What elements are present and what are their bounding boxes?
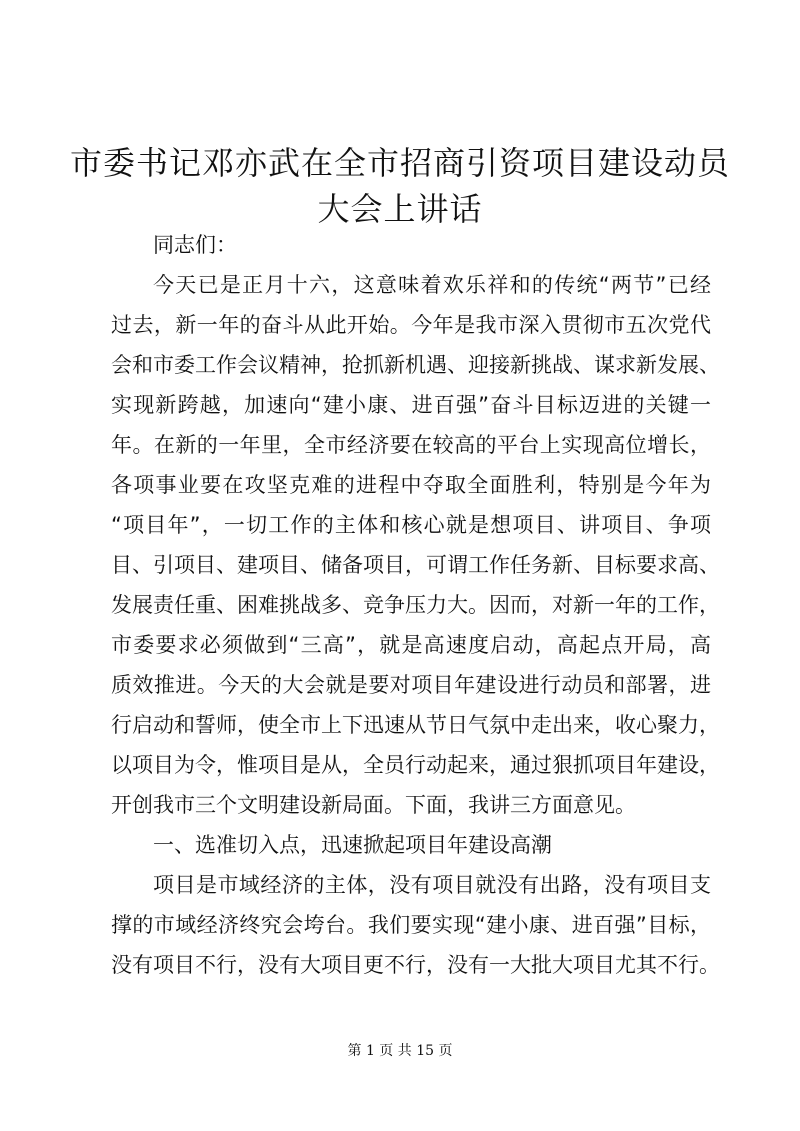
paragraph-line: 行启动和誓师，使全市上下迅速从节日气氛中走出来，收心聚力， <box>111 713 720 737</box>
title-line-1: 市委书记邓亦武在全市招商引资项目建设动员 <box>69 144 730 182</box>
paragraph-line: 以项目为令，惟项目是从，全员行动起来，通过狠抓项目年建设， <box>111 753 720 777</box>
page-footer: 第 1 页 共 15 页 <box>347 1043 453 1059</box>
paragraph-line: 市委要求必须做到“三高”，就是高速度启动，高起点开局，高 <box>111 633 711 657</box>
paragraph-line: 没有项目不行，没有大项目更不行，没有一大批大项目尤其不行。 <box>111 953 720 977</box>
paragraph-line: 各项事业要在攻坚克难的进程中夺取全面胜利，特别是今年为 <box>111 473 711 497</box>
paragraph-line: 年。在新的一年里，全市经济要在较高的平台上实现高位增长， <box>111 433 711 457</box>
paragraph-line: 项目是市域经济的主体，没有项目就没有出路，没有项目支 <box>153 873 711 897</box>
paragraph-line: 撑的市域经济终究会垮台。我们要实现“建小康、进百强”目标， <box>111 913 711 937</box>
paragraph-line: 过去，新一年的奋斗从此开始。今年是我市深入贯彻市五次党代 <box>111 313 711 337</box>
paragraph-line: 开创我市三个文明建设新局面。下面，我讲三方面意见。 <box>111 793 636 817</box>
paragraph-line: 实现新跨越，加速向“建小康、进百强”奋斗目标迈进的关键一 <box>111 393 711 417</box>
salutation: 同志们： <box>153 233 237 257</box>
paragraph-line: 质效推进。今天的大会就是要对项目年建设进行动员和部署，进 <box>111 673 711 697</box>
paragraph-line: “项目年”，一切工作的主体和核心就是想项目、讲项目、争项 <box>111 513 711 537</box>
paragraph-line: 目、引项目、建项目、储备项目，可谓工作任务新、目标要求高、 <box>111 553 720 577</box>
paragraph-line: 发展责任重、困难挑战多、竞争压力大。因而，对新一年的工作， <box>111 593 720 617</box>
paragraph-line: 今天已是正月十六，这意味着欢乐祥和的传统“两节”已经 <box>153 273 711 297</box>
page-title <box>60 140 740 232</box>
document-body <box>111 225 720 985</box>
paragraph-line: 会和市委工作会议精神，抢抓新机遇、迎接新挑战、谋求新发展、 <box>111 353 720 377</box>
title-line-2: 大会上讲话 <box>317 190 483 228</box>
section-heading: 一、选准切入点，迅速掀起项目年建设高潮 <box>153 833 552 857</box>
